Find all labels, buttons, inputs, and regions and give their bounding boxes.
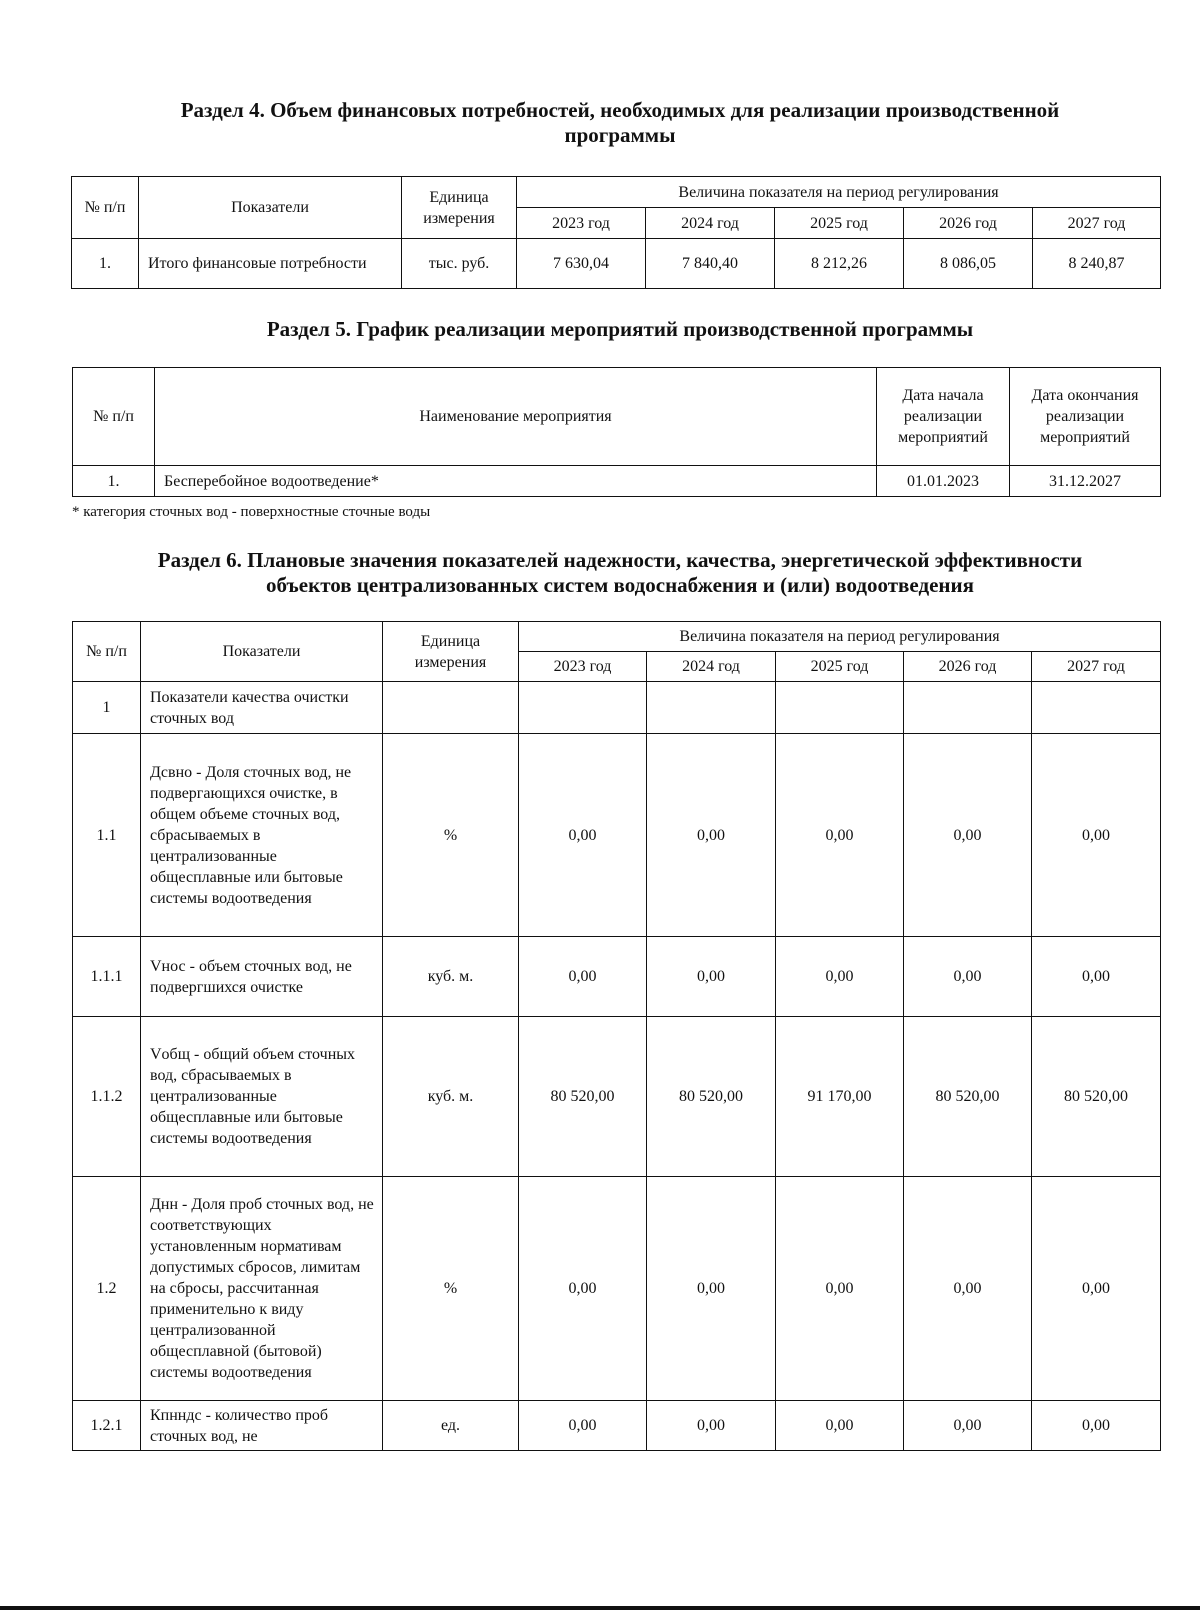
row-value: 0,00 bbox=[904, 937, 1032, 1017]
year-header: 2027 год bbox=[1032, 652, 1161, 682]
row-indicator: Vобщ - общий объем сточных вод, сбрасываемых в централизованные общесплавные или бытовые системы водоотведения bbox=[141, 1017, 383, 1177]
row-num: 1. bbox=[73, 466, 155, 497]
row-value: 80 520,00 bbox=[647, 1017, 776, 1177]
row-value: 8 212,26 bbox=[775, 239, 904, 289]
row-num: 1.1.2 bbox=[73, 1017, 141, 1177]
row-indicator: Кпнндс - количество проб сточных вод, не bbox=[141, 1401, 383, 1451]
row-value: 0,00 bbox=[1032, 734, 1161, 937]
row-unit: ед. bbox=[383, 1401, 519, 1451]
header-row bbox=[73, 368, 1161, 466]
row-value: 0,00 bbox=[519, 1177, 647, 1401]
row-value: 0,00 bbox=[519, 734, 647, 937]
table-row bbox=[73, 1017, 1161, 1177]
row-value: 0,00 bbox=[776, 1401, 904, 1451]
row-start-date: 01.01.2023 bbox=[877, 466, 1010, 497]
section5-table bbox=[72, 367, 1161, 497]
row-indicator: Vнос - объем сточных вод, не подвергшихся очистке bbox=[141, 937, 383, 1017]
row-unit: % bbox=[383, 1177, 519, 1401]
end-date-header: Дата окончания реализации мероприятий bbox=[1010, 368, 1161, 466]
row-value: 7 840,40 bbox=[646, 239, 775, 289]
num-header: № п/п bbox=[72, 177, 139, 239]
start-date-header: Дата начала реализации мероприятий bbox=[877, 368, 1010, 466]
row-value: 80 520,00 bbox=[904, 1017, 1032, 1177]
row-value: 91 170,00 bbox=[776, 1017, 904, 1177]
row-value: 0,00 bbox=[904, 1177, 1032, 1401]
row-unit: % bbox=[383, 734, 519, 937]
row-value: 0,00 bbox=[776, 937, 904, 1017]
period-header: Величина показателя на период регулирования bbox=[517, 177, 1161, 208]
unit-header: Единица измерения bbox=[383, 622, 519, 682]
row-num: 1 bbox=[73, 682, 141, 734]
row-value bbox=[519, 682, 647, 734]
year-header: 2024 год bbox=[647, 652, 776, 682]
row-value: 7 630,04 bbox=[517, 239, 646, 289]
row-indicator: Дсвно - Доля сточных вод, не подвергающихся очистке, в общем объеме сточных вод, сбрасываемых в централизованные общесплавные или бытовые системы водоотведения bbox=[141, 734, 383, 937]
row-unit: тыс. руб. bbox=[402, 239, 517, 289]
row-value: 0,00 bbox=[904, 734, 1032, 937]
row-value: 8 086,05 bbox=[904, 239, 1033, 289]
row-value: 0,00 bbox=[776, 1177, 904, 1401]
row-unit: куб. м. bbox=[383, 1017, 519, 1177]
page-bottom-rule bbox=[0, 1606, 1200, 1610]
row-unit: куб. м. bbox=[383, 937, 519, 1017]
section4-table bbox=[71, 176, 1161, 289]
indicator-header: Показатели bbox=[139, 177, 402, 239]
year-header: 2026 год bbox=[904, 652, 1032, 682]
row-value bbox=[776, 682, 904, 734]
table-row bbox=[72, 239, 1161, 289]
header-row bbox=[72, 177, 1161, 208]
table-row bbox=[73, 1177, 1161, 1401]
row-indicator: Итого финансовые потребности bbox=[139, 239, 402, 289]
row-value: 0,00 bbox=[647, 734, 776, 937]
row-value: 0,00 bbox=[1032, 937, 1161, 1017]
unit-header: Единица измерения bbox=[402, 177, 517, 239]
year-header: 2023 год bbox=[517, 208, 646, 239]
row-num: 1.1.1 bbox=[73, 937, 141, 1017]
section5-title: Раздел 5. График реализации мероприятий производственной программы bbox=[266, 317, 974, 341]
year-header: 2023 год bbox=[519, 652, 647, 682]
row-indicator: Днн - Доля проб сточных вод, не соответствующих установленным нормативам допустимых сбросов, лимитам на сбросы, рассчитанная применительно к виду централизованной общесплавной (бытовой) системы водоотведения bbox=[141, 1177, 383, 1401]
row-num: 1. bbox=[72, 239, 139, 289]
row-num: 1.2.1 bbox=[73, 1401, 141, 1451]
table-row bbox=[73, 937, 1161, 1017]
row-end-date: 31.12.2027 bbox=[1010, 466, 1161, 497]
row-value bbox=[647, 682, 776, 734]
year-header: 2027 год bbox=[1033, 208, 1161, 239]
table-row bbox=[73, 1401, 1161, 1451]
row-value: 0,00 bbox=[647, 1401, 776, 1451]
row-value: 0,00 bbox=[647, 1177, 776, 1401]
row-value: 0,00 bbox=[776, 734, 904, 937]
num-header: № п/п bbox=[73, 368, 155, 466]
period-header: Величина показателя на период регулирования bbox=[519, 622, 1161, 652]
year-header: 2024 год bbox=[646, 208, 775, 239]
row-unit bbox=[383, 682, 519, 734]
row-value: 80 520,00 bbox=[1032, 1017, 1161, 1177]
indicator-header: Показатели bbox=[141, 622, 383, 682]
footnote: * категория сточных вод - поверхностные сточные воды bbox=[72, 504, 431, 520]
row-num: 1.1 bbox=[73, 734, 141, 937]
year-header: 2025 год bbox=[775, 208, 904, 239]
row-value: 0,00 bbox=[904, 1401, 1032, 1451]
row-value: 0,00 bbox=[519, 1401, 647, 1451]
row-num: 1.2 bbox=[73, 1177, 141, 1401]
row-value: 0,00 bbox=[1032, 1177, 1161, 1401]
row-activity: Бесперебойное водоотведение* bbox=[155, 466, 877, 497]
section6-table bbox=[72, 621, 1161, 1451]
row-value: 0,00 bbox=[647, 937, 776, 1017]
row-value: 0,00 bbox=[519, 937, 647, 1017]
table-row bbox=[73, 682, 1161, 734]
num-header: № п/п bbox=[73, 622, 141, 682]
name-header: Наименование мероприятия bbox=[155, 368, 877, 466]
row-value bbox=[1032, 682, 1161, 734]
row-value: 8 240,87 bbox=[1033, 239, 1161, 289]
row-value: 0,00 bbox=[1032, 1401, 1161, 1451]
row-value: 80 520,00 bbox=[519, 1017, 647, 1177]
table-row bbox=[73, 734, 1161, 937]
table-row bbox=[73, 466, 1161, 497]
row-indicator: Показатели качества очистки сточных вод bbox=[141, 682, 383, 734]
year-header: 2025 год bbox=[776, 652, 904, 682]
header-row bbox=[73, 622, 1161, 652]
year-header: 2026 год bbox=[904, 208, 1033, 239]
section6-title: Раздел 6. Плановые значения показателей надежности, качества, энергетической эффективности объектов централизованных систем водоснабжения и (или) водоотведения bbox=[157, 548, 1083, 597]
section4-title: Раздел 4. Объем финансовых потребностей, необходимых для реализации производственной программы bbox=[180, 98, 1060, 147]
row-value bbox=[904, 682, 1032, 734]
